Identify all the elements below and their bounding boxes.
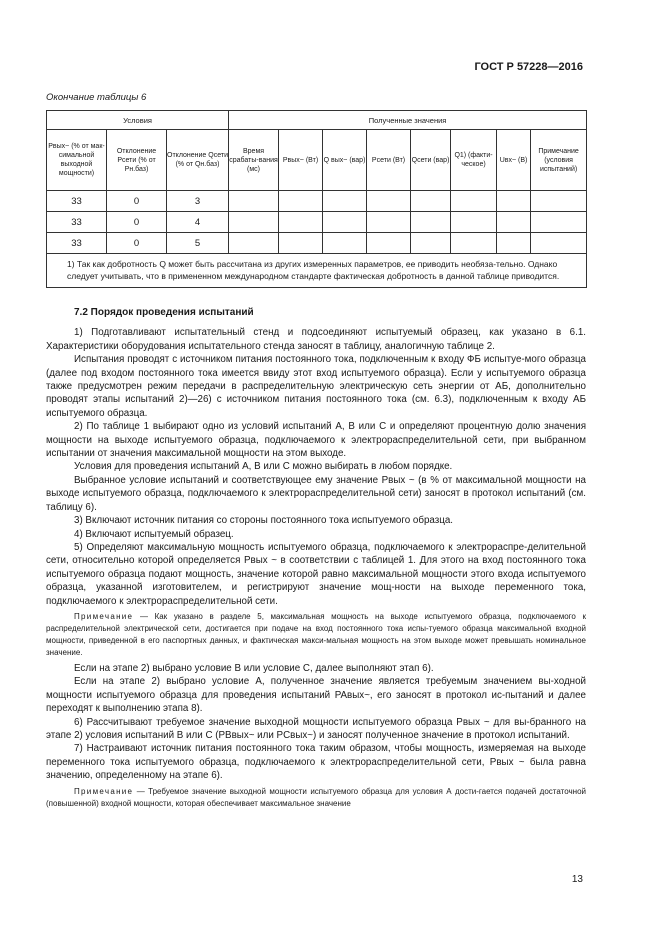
table-row [47, 233, 587, 254]
page-number: 13 [571, 874, 583, 885]
column-header: Pвых~ (% от мак-симальной выходной мощности) [47, 130, 107, 191]
table-cell: 0 [107, 233, 167, 254]
paragraph: Условия для проведения испытаний А, В или С можно выбирать в любом порядке. [74, 461, 453, 473]
table-row [47, 191, 587, 212]
column-header: Pвых~ (Вт) [279, 130, 323, 191]
paragraph: Испытания проводят с источником питания постоянного тока, подключенным к входу ФБ испытуе-мого образца (далее под входом постоянного тока имеется ввиду этот вход испытуемого образца). Если у испытуемого образца также предусмотрен режим передачи в распределительную электрическую сеть энергии от АБ, дополнительно проводят этапы испытаний 2)—26) с источником питания постоянного тока (см. 6.3), подключенным к входу АБ испытуемого образца. [46, 354, 586, 419]
table-cell: 4 [167, 212, 229, 233]
table-cell: 33 [47, 233, 107, 254]
paragraph: 6) Рассчитывают требуемое значение выходной мощности испытуемого образца Pвых ~ для вы-бранного на этапе 2) условия испытаний В или С (PBвых~ или PCвых~) и заносят полученное значение в протокол испытаний. [46, 716, 586, 741]
table-cell: 5 [167, 233, 229, 254]
table-cell: 33 [47, 191, 107, 212]
table-caption: Окончание таблицы 6 [46, 92, 147, 103]
paragraph: Если на этапе 2) выбрано условие В или условие С, далее выполняют этап 6). [74, 662, 434, 674]
paragraph: 4) Включают испытуемый образец. [74, 528, 234, 540]
conditions-group-header: Условия [47, 111, 229, 130]
column-header: Uвх~ (В) [497, 130, 531, 191]
note [46, 611, 586, 659]
paragraph: 2) По таблице 1 выбирают одно из условий испытаний А, В или С и определяют процентную долю значения мощности на выходе испытуемого образца, подключаемого к электрораспределительной сети, при выбранном испытании от значения максимальной мощности на этом выходе. [46, 421, 586, 460]
note-label: Примечание [74, 611, 134, 621]
table-row [47, 212, 587, 233]
paragraph: Выбранное условие испытаний и соответствующее ему значение Pвых ~ (в % от максимальной мощности на выходе испытуемого образца, подключаемого к электрораспределительной сети) заносят в протокол испытаний (см. таблицу 6). [46, 474, 586, 513]
paragraph: Если на этапе 2) выбрано условие А, полученное значение является требуемым значением вы-ходной мощности испытуемого образца для проведения испытаний PAвых~, его заносят в протокол ис-пытаний и далее переходят к выполнению этапа 8). [46, 676, 586, 715]
paragraph: 7) Настраивают источник питания постоянного тока таким образом, чтобы мощность, измеряемая на выходе переменного тока испытуемого образца, подключаемого к электрораспределительной сети, Pвых ~ была равна значению, определенному на этапе 6). [46, 743, 586, 782]
results-table [46, 110, 587, 288]
column-header: Q вых~ (вар) [323, 130, 367, 191]
column-header: Q1) (факти-ческое) [451, 130, 497, 191]
note-text: — Как указано в разделе 5, максимальная мощность на выходе испытуемого образца, подключаемого к распределительной электрической сети, достигается при подаче на вход постоянного тока испы-туемого образца максимальной входной мощности, приведенной в его паспортных данных, и фактическая макси-мальная мощность на этом выходе может превышать номинальное значение. [46, 611, 586, 657]
section-title: 7.2 Порядок проведения испытаний [74, 307, 254, 318]
table-cell: 3 [167, 191, 229, 212]
note-label: Примечание [74, 786, 134, 796]
column-header: Отклонение Pсети (% от Pн.баз) [107, 130, 167, 191]
section-body [46, 306, 586, 813]
paragraph: 5) Определяют максимальную мощность испытуемого образца, подключаемого к электрораспре-делительной сети, относительно которой определяется Pвых ~ в соответствии с таблицей 1. Для этого на вход постоянного тока испытуемого образца подают мощность, значение которой равно максимальной мощности этого входа испытуемого образца, указанной изготовителем, и регистрируют значение мощ-ности на выходе переменного тока, подключаемого к электрораспределительной сети. [46, 541, 586, 607]
table-cell: 33 [47, 212, 107, 233]
column-header: Примечание (условия испытаний) [531, 130, 587, 191]
column-header: Pсети (Вт) [367, 130, 411, 191]
paragraph: 3) Включают источник питания со стороны постоянного тока испытуемого образца. [74, 515, 454, 527]
column-header: Отклонение Qсети (% от Qн.баз) [167, 130, 229, 191]
note [46, 786, 586, 810]
document-code: ГОСТ Р 57228—2016 [474, 61, 583, 73]
column-header: Время срабаты-вания (мс) [229, 130, 279, 191]
table-footnote: 1) Так как добротность Q может быть рассчитана из других измеренных параметров, ее приводить необяза-тельно. Однако следует учитывать, что в примененном международном стандарте фактическая добротность в данной таблице приводится. [47, 254, 587, 288]
paragraph: 1) Подготавливают испытательный стенд и подсоединяют испытуемый образец, как указано в 6.1. Характеристики оборудования испытательного стенда заносят в таблицу, аналогичную таблице 2. [46, 327, 586, 352]
column-header: Qсети (вар) [411, 130, 451, 191]
note-text: — Требуемое значение выходной мощности испытуемого образца для условия А дости-гается подачей достаточной (повышенной) входной мощности, которая обеспечивает максимальное значение [46, 786, 586, 808]
table-cell: 0 [107, 191, 167, 212]
table-cell: 0 [107, 212, 167, 233]
values-group-header: Полученные значения [229, 111, 587, 130]
